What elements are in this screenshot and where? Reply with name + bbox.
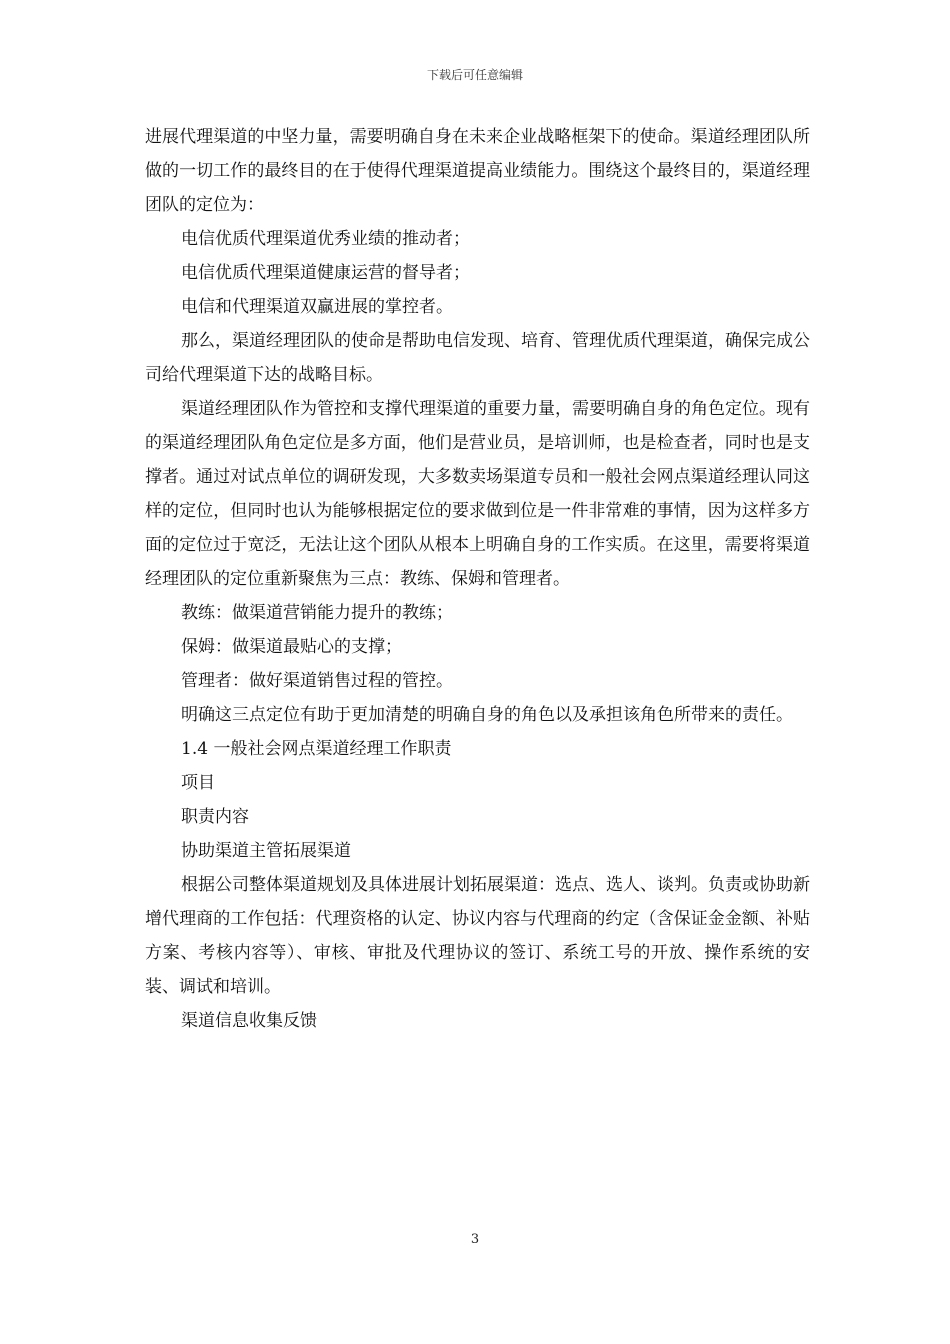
- paragraph-role-coach: 教练：做渠道营销能力提升的教练；: [181, 603, 453, 623]
- page-number: 3: [470, 1232, 480, 1247]
- section-heading: 1.4 一般社会网点渠道经理工作职责: [181, 739, 452, 759]
- table-header-item: 项目: [181, 773, 215, 793]
- paragraph-role-summary: 明确这三点定位有助于更加清楚的明确自身的角色以及承担该角色所带来的责任。: [181, 705, 793, 725]
- paragraph-mission-intro: 进展代理渠道的中坚力量，需要明确自身在未来企业战略框架下的使命。渠道经理团队所做的一切工作的最终目的在于使得代理渠道提高业绩能力。围绕这个最终目的，渠道经理团队的定位为：: [145, 127, 810, 215]
- page-header: 下载后可任意编辑: [426, 68, 523, 82]
- paragraph-positioning-2: 电信优质代理渠道健康运营的督导者；: [181, 263, 470, 283]
- paragraph-positioning-3: 电信和代理渠道双赢进展的掌控者。: [181, 297, 453, 317]
- paragraph-role-nanny: 保姆：做渠道最贴心的支撑；: [181, 637, 402, 657]
- paragraph-role-manager: 管理者：做好渠道销售过程的管控。: [181, 671, 453, 691]
- paragraph-mission: 那么，渠道经理团队的使命是帮助电信发现、培育、管理优质代理渠道，确保完成公司给代理渠道下达的战略目标。: [145, 331, 810, 385]
- document-body: [145, 120, 810, 1038]
- duty-item-title: 渠道信息收集反馈: [181, 1011, 317, 1031]
- table-header-duties: 职责内容: [181, 807, 249, 827]
- duty-item-title: 协助渠道主管拓展渠道: [181, 841, 351, 861]
- duty-item-content: 根据公司整体渠道规划及具体进展计划拓展渠道：选点、选人、谈判。负责或协助新增代理商的工作包括：代理资格的认定、协议内容与代理商的约定（含保证金金额、补贴方案、考核内容等）、审核、审批及代理协议的签订、系统工号的开放、操作系统的安装、调试和培训。: [145, 875, 810, 997]
- paragraph-role-definition: 渠道经理团队作为管控和支撑代理渠道的重要力量，需要明确自身的角色定位。现有的渠道经理团队角色定位是多方面，他们是营业员，是培训师，也是检查者，同时也是支撑者。通过对试点单位的调研发现，大多数卖场渠道专员和一般社会网点渠道经理认同这样的定位，但同时也认为能够根据定位的要求做到位是一件非常难的事情，因为这样多方面的定位过于宽泛，无法让这个团队从根本上明确自身的工作实质。在这里，需要将渠道经理团队的定位重新聚焦为三点：教练、保姆和管理者。: [145, 399, 810, 589]
- paragraph-positioning-1: 电信优质代理渠道优秀业绩的推动者；: [181, 229, 470, 249]
